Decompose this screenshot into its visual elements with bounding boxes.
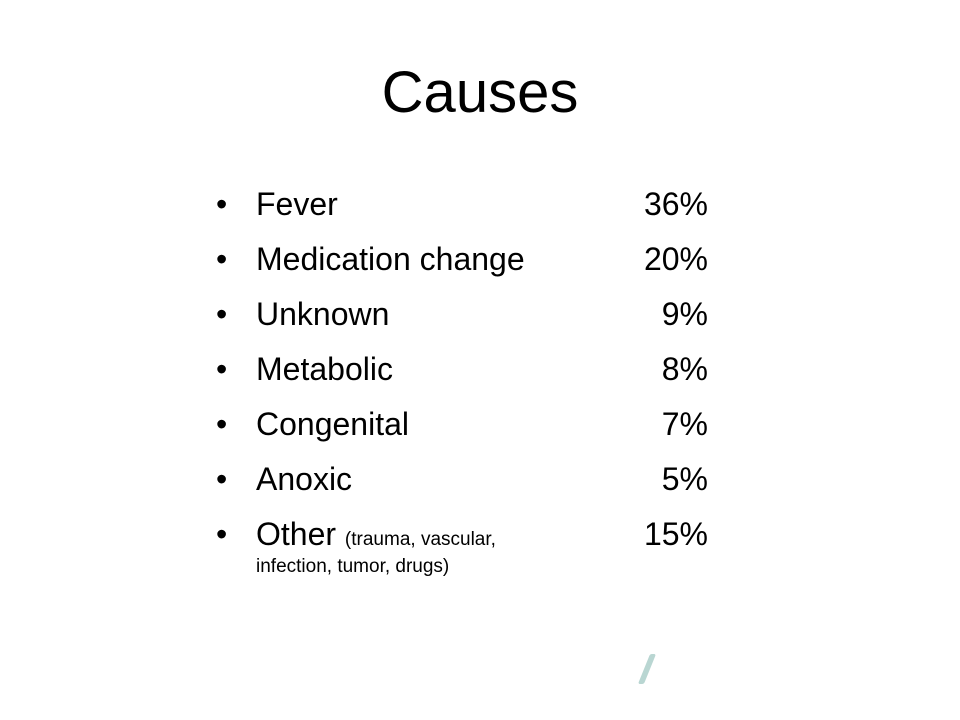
cause-percent: 15% [643, 516, 708, 552]
bullet-icon: • [216, 296, 228, 332]
cause-label: Congenital [256, 406, 409, 442]
cause-label: Fever [256, 186, 338, 222]
cause-percent: 5% [661, 461, 708, 497]
cause-note-line1: (trauma, vascular, [344, 529, 496, 550]
cause-percent: 8% [661, 351, 708, 387]
slide-title: Causes [381, 60, 579, 125]
decorative-slash-mark [638, 654, 656, 684]
cause-item-fever [216, 182, 776, 237]
bullet-icon: • [216, 241, 228, 277]
cause-label: Unknown [256, 296, 390, 332]
cause-percent: 7% [661, 406, 708, 442]
cause-item-congenital [216, 402, 776, 457]
bullet-icon: • [216, 461, 228, 497]
causes-list [216, 182, 776, 592]
cause-label: Medication change [256, 241, 525, 277]
cause-note-line2: infection, tumor, drugs) [256, 556, 450, 577]
cause-label: Anoxic [256, 461, 353, 497]
cause-label-text: Other [256, 516, 337, 552]
cause-item-medication-change [216, 237, 776, 292]
cause-label: Metabolic [256, 351, 393, 387]
bullet-icon: • [216, 406, 228, 442]
cause-percent: 36% [643, 186, 708, 222]
cause-item-anoxic [216, 457, 776, 512]
cause-item-other [216, 512, 776, 592]
bullet-icon: • [216, 516, 228, 552]
bullet-icon: • [216, 351, 228, 387]
cause-item-unknown [216, 292, 776, 347]
cause-item-metabolic [216, 347, 776, 402]
cause-percent: 9% [661, 296, 708, 332]
cause-percent: 20% [643, 241, 708, 277]
bullet-icon: • [216, 186, 228, 222]
